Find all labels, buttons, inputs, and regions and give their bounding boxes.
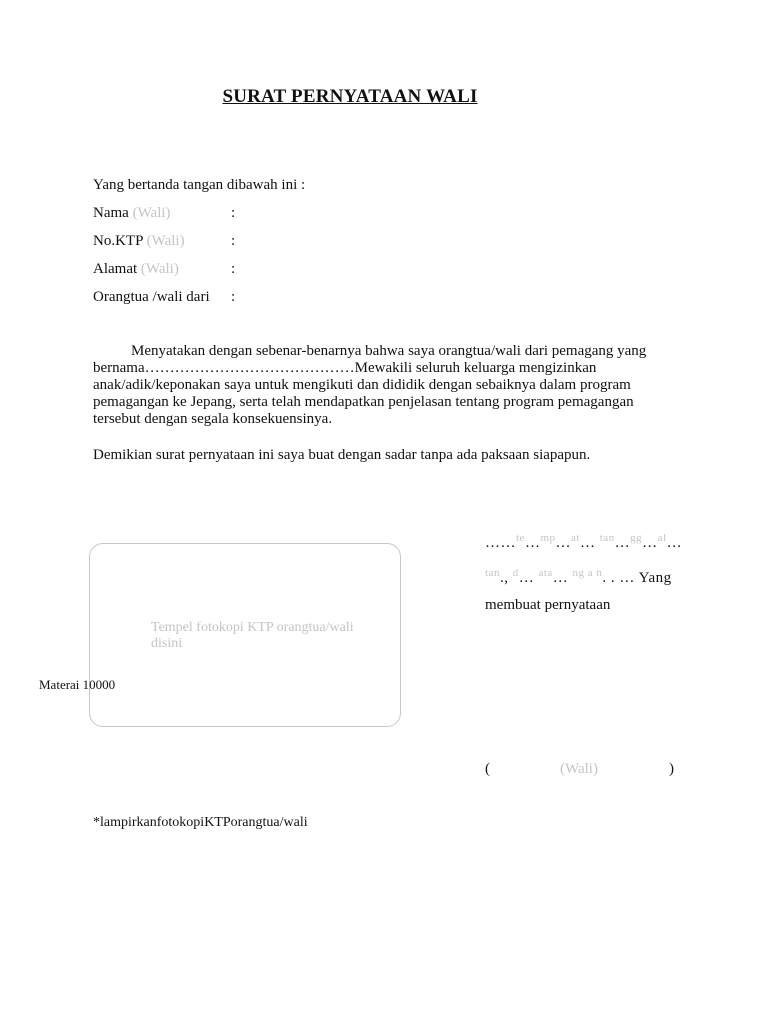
field-ktp-label bbox=[93, 232, 185, 250]
place-hint: at bbox=[571, 532, 580, 544]
signature-yang: Yang bbox=[638, 570, 672, 586]
place-hint: te bbox=[516, 532, 525, 544]
field-hint: (Wali) bbox=[146, 233, 185, 249]
field-colon: : bbox=[231, 261, 236, 277]
field-label: Nama bbox=[93, 205, 129, 221]
signature-name-hint: (Wali) bbox=[560, 761, 598, 777]
place-date-line: ……$^{te}$…$^{mp}$…$^{at}$… $^{tan}$…$^{gg}$…$^{al}$… bbox=[485, 532, 683, 551]
closing-statement: Demikian surat pernyataan ini saya buat dengan sadar tanpa ada paksaan siapapun. bbox=[93, 447, 591, 463]
field-alamat-label bbox=[93, 260, 179, 278]
field-label: No.KTP bbox=[93, 233, 143, 249]
date-hint: ata bbox=[538, 567, 553, 579]
intro-text: Yang bertanda tangan dibawah ini : bbox=[93, 177, 306, 193]
ktp-box-label: Tempel fotokopi KTP orangtua/wali disini bbox=[151, 620, 354, 651]
date-hint: tan bbox=[485, 567, 500, 579]
statement-paragraph bbox=[93, 343, 683, 428]
field-label: Orangtua /wali dari bbox=[93, 289, 210, 305]
field-nama-label bbox=[93, 204, 171, 222]
statement-text: Menyatakan dengan sebenar-benarnya bahwa saya orangtua/wali dari pemagang yang bernama……………………………………Mewakili seluruh keluarga mengizinkan anak/adik/keponakan saya untuk mengikuti dan dididik dengan sebaiknya dalam program pemagangan ke Jepang, serta telah mendapatkan penjelasan tentang program pemagangan tersebut dengan segala konsekuensinya. bbox=[93, 343, 647, 427]
date-line: $^{tan}$., $^d$… $^{ata}$… $^{ng a n}$. . … Yang bbox=[485, 567, 672, 586]
footnote: *lampirkanfotokopiKTPorangtua/wali bbox=[93, 815, 308, 830]
date-hint: d bbox=[512, 567, 519, 579]
place-hint: tan bbox=[599, 532, 615, 544]
field-label: Alamat bbox=[93, 261, 138, 277]
place-hint: mp bbox=[540, 532, 556, 544]
place-dots: …… bbox=[485, 535, 516, 551]
field-colon: : bbox=[231, 289, 236, 305]
document-title: SURAT PERNYATAAN WALI bbox=[222, 86, 478, 107]
date-hint: ng a n bbox=[572, 567, 603, 579]
field-colon: : bbox=[231, 233, 236, 249]
place-hint: gg bbox=[630, 532, 643, 544]
field-colon: : bbox=[231, 205, 236, 221]
signature-close-paren: ) bbox=[669, 761, 674, 777]
field-hint: (Wali) bbox=[140, 261, 179, 277]
signature-open-paren: ( bbox=[485, 761, 490, 777]
place-hint: al bbox=[657, 532, 667, 544]
field-orangtua-label bbox=[93, 288, 210, 306]
field-hint: (Wali) bbox=[132, 205, 171, 221]
signature-caption: membuat pernyataan bbox=[485, 597, 611, 613]
materai-label: Materai 10000 bbox=[39, 677, 116, 692]
